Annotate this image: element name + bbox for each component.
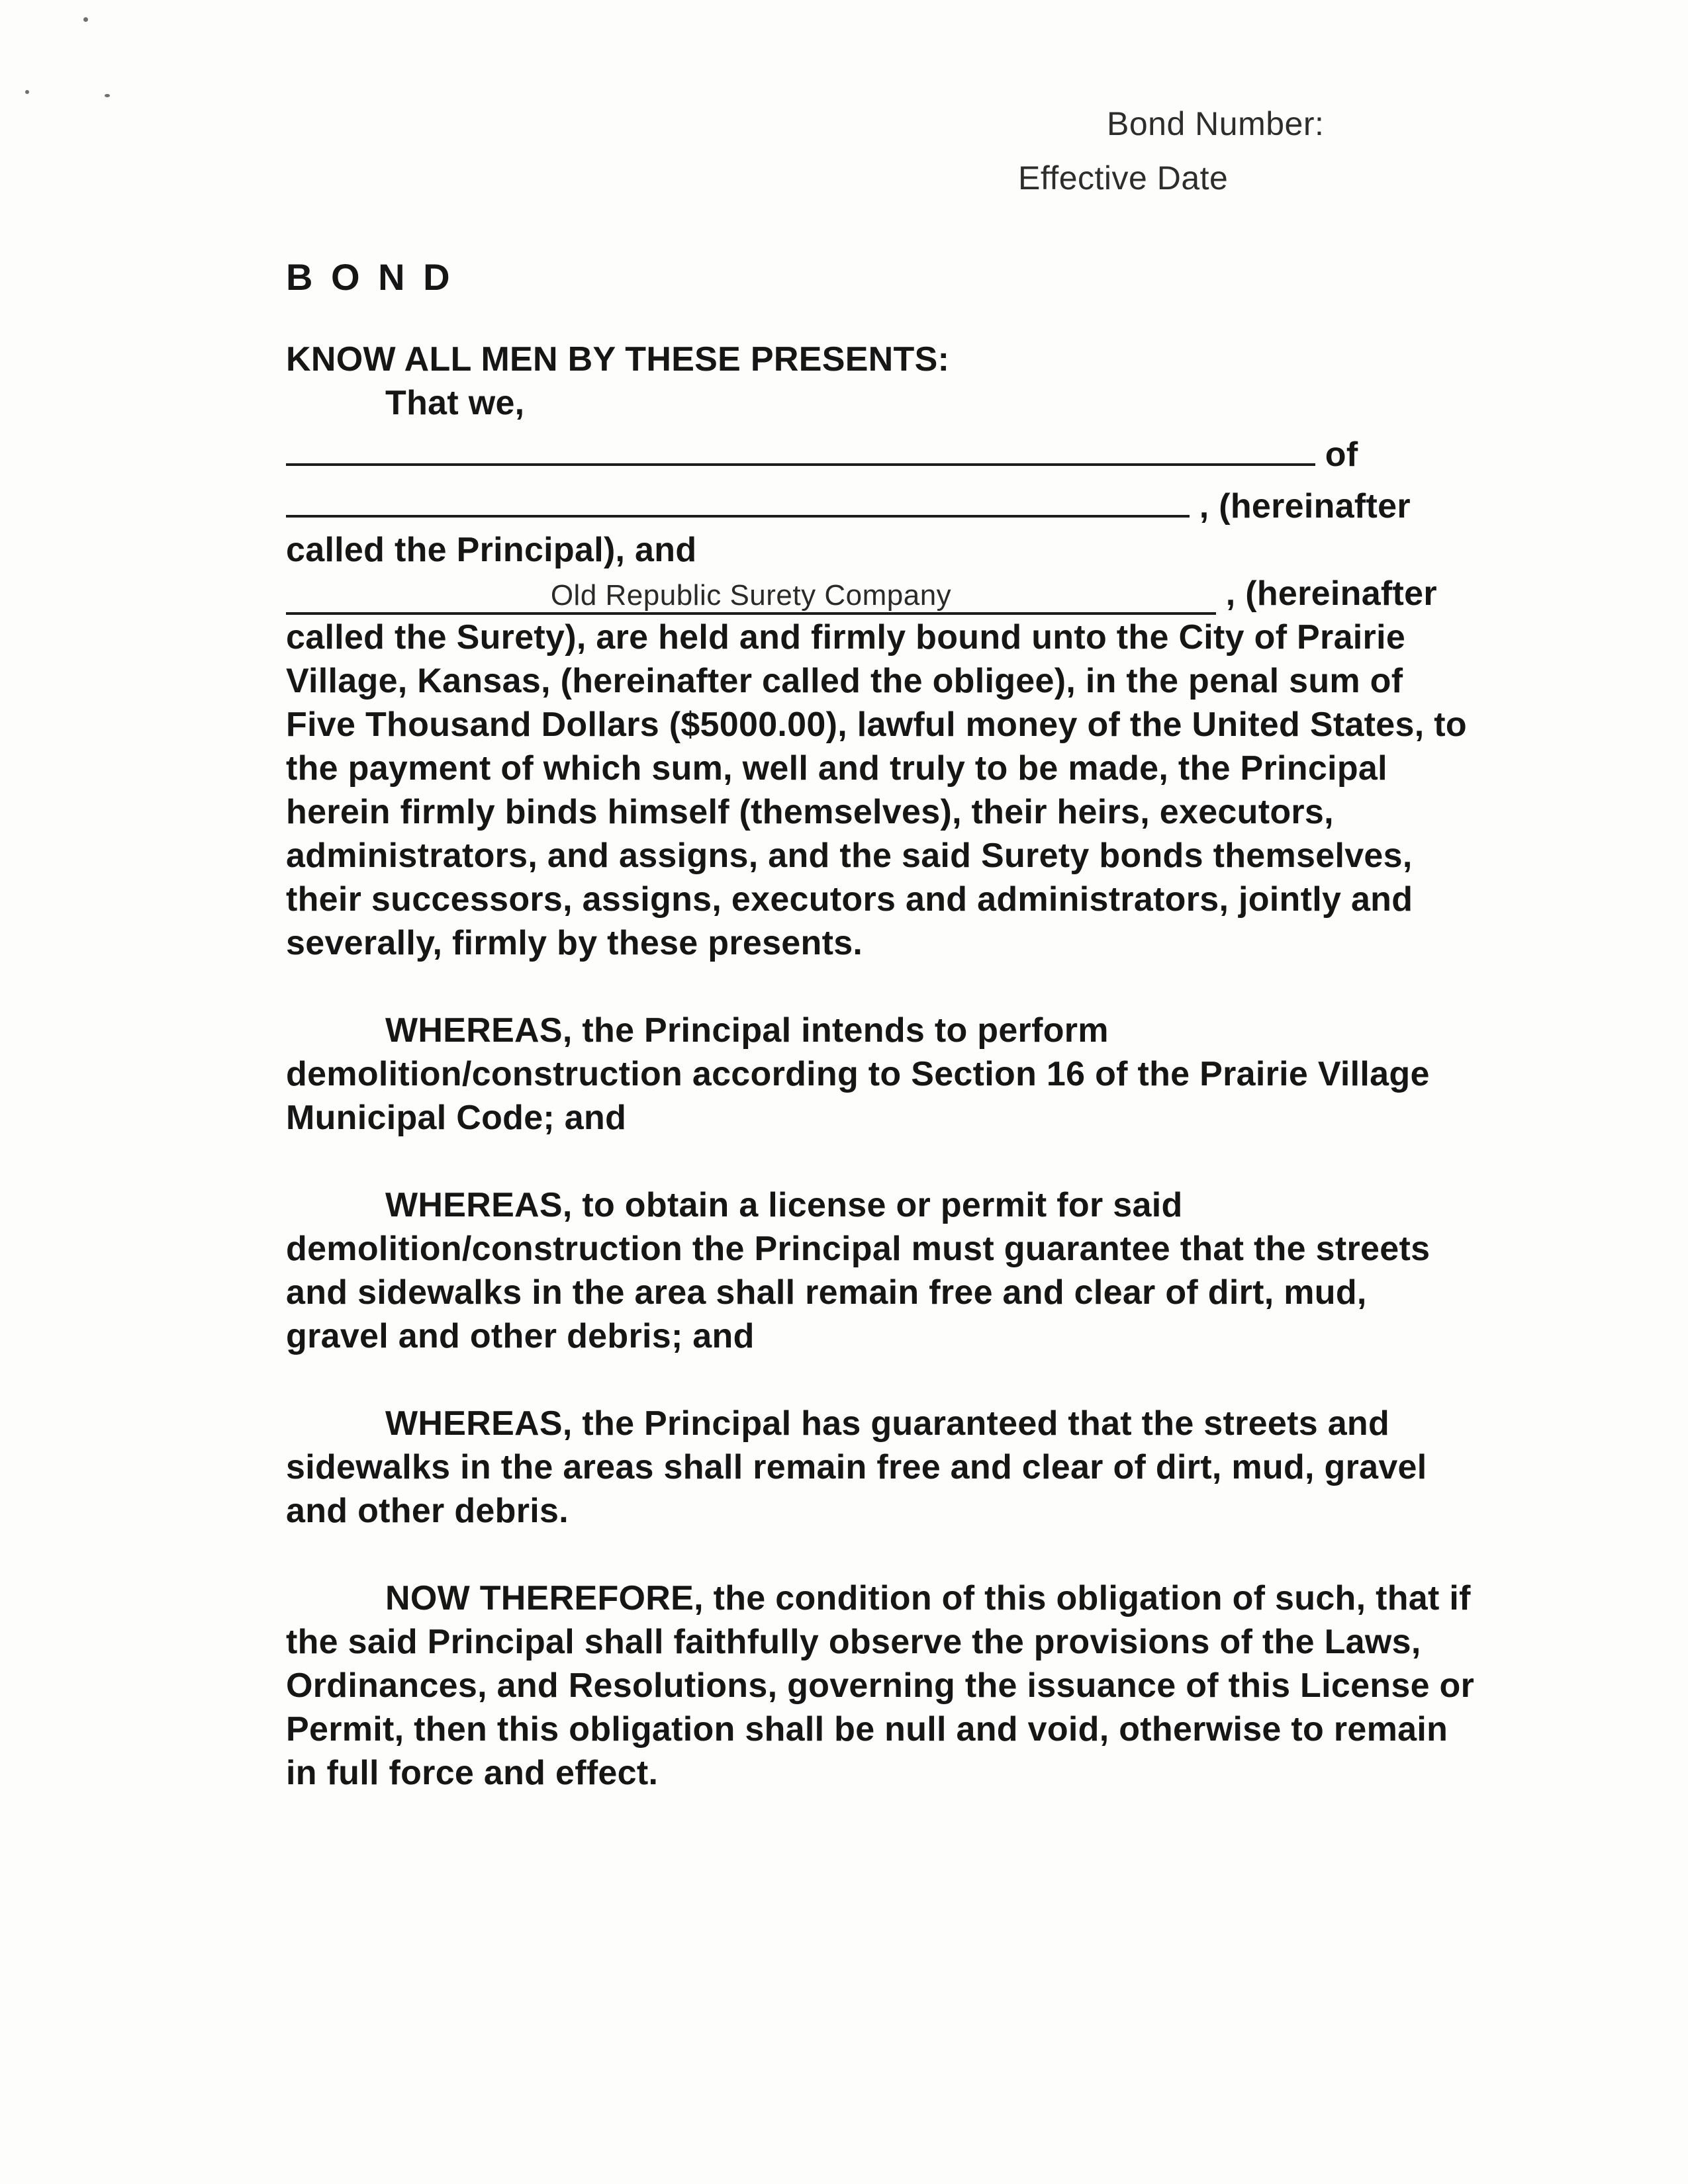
paragraph-whereas-guaranteed: WHEREAS, the Principal has guaranteed that the streets and sidewalks in the areas shall remain free and clear of dirt, mud, gravel and other debris.: [286, 1404, 1427, 1530]
that-we-line: That we,: [385, 384, 525, 422]
document-heading: KNOW ALL MEN BY THESE PRESENTS:: [286, 340, 950, 379]
principal-address-line: [286, 477, 1477, 528]
effective-date-label: Effective Date: [1018, 159, 1229, 197]
principal-name-blank-field: [286, 425, 1315, 466]
called-principal-line: called the Principal), and: [286, 531, 697, 569]
surety-name-line: [286, 572, 1477, 615]
paragraph-bound: called the Surety), are held and firmly bound unto the City of Prairie Village, Kansas, (hereinafter called the obligee), in the penal sum of Five Thousand Dollars ($5000.00), lawful money of the United States, to the payment of which sum, well and truly to be made, the Principal herein firmly binds himself (themselves), their heirs, executors, administrators, and assigns, and the said Surety bonds themselves, their successors, assigns, executors and administrators, jointly and severally, firmly by these presents.: [286, 618, 1467, 962]
scan-speckle: [83, 17, 88, 22]
paragraph-whereas-perform: WHEREAS, the Principal intends to perform demolition/construction according to Section 16 of the Prairie Village Municipal Code; and: [286, 1011, 1430, 1137]
hereinafter-principal-suffix: , (hereinafter: [1199, 487, 1411, 525]
paragraph-whereas-license: WHEREAS, to obtain a license or permit for said demolition/construction the Principal must guarantee that the streets and sidewalks in the area shall remain free and clear of dirt, mud, gravel and other debris; and: [286, 1186, 1430, 1355]
document-body: [286, 255, 1477, 1795]
of-suffix: of: [1325, 435, 1358, 474]
paragraph-now-therefore: NOW THEREFORE, the condition of this obligation of such, that if the said Principal shall faithfully observe the provisions of the Laws, Ordinances, and Resolutions, governing the issuance of this License or Permit, then this obligation shall be null and void, otherwise to remain in full force and effect.: [286, 1579, 1475, 1792]
surety-name-field: Old Republic Surety Company: [286, 574, 1216, 615]
document-title: B O N D: [286, 256, 454, 298]
scan-speckle: [25, 90, 29, 94]
principal-name-line: [286, 425, 1477, 477]
scan-speckle: [105, 94, 110, 97]
hereinafter-surety-suffix: , (hereinafter: [1225, 574, 1437, 613]
bond-number-label: Bond Number:: [1107, 105, 1325, 142]
principal-address-blank-field: [286, 477, 1190, 518]
